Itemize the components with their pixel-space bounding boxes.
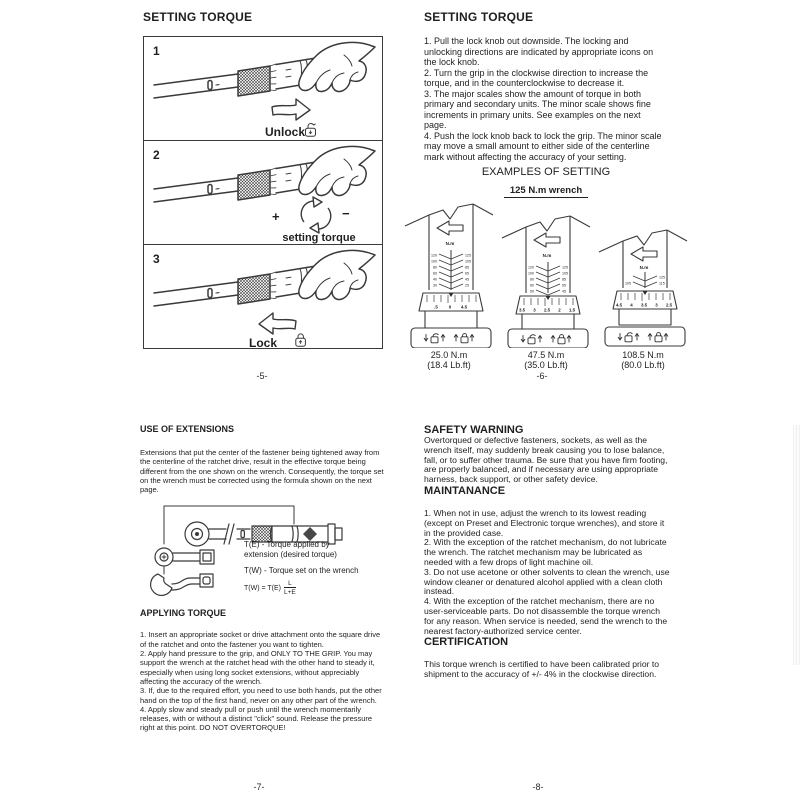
svg-text:1.5: 1.5 (568, 307, 576, 313)
svg-text:45: 45 (465, 277, 469, 282)
step-item: 1. Insert an appropriate socket or drive attachment onto the square drive of the ratchet and onto the fastener you want to tighten. (140, 630, 381, 649)
minus-sign: − (342, 206, 350, 221)
certification-text: This torque wrench is certified to have been calibrated prior to shipment to the accuracy of +/- 4% in the clockwise direction. (424, 659, 660, 680)
svg-text:.5: .5 (434, 304, 438, 310)
panel2-illustration (144, 141, 382, 244)
examples-subtitle: 125 N.m wrench (424, 180, 668, 198)
setting-torque-label: setting torque (282, 232, 356, 244)
plus-sign: + (272, 209, 280, 224)
unit-label: N.m (542, 253, 552, 258)
lock-unlock-icons (618, 333, 668, 342)
panel-step-3 (144, 245, 382, 348)
open-end-wrench-icon (151, 574, 172, 595)
svg-text:105: 105 (465, 259, 471, 264)
page-number-6: -6- (536, 371, 548, 381)
hand-on-wrench-illustration (154, 146, 375, 202)
svg-text:85: 85 (562, 277, 566, 282)
closed-padlock-icon (296, 334, 306, 346)
instruction-item: 2. Turn the grip in the clockwise direction to increase the torque, and in the counterclockwise to decrease it. (424, 67, 649, 88)
svg-text:25: 25 (465, 283, 469, 288)
svg-text:85: 85 (465, 265, 469, 270)
minor-scale-labels (519, 308, 576, 313)
step-item: 2. With the exception of the ratchet mechanism, do not lubricate the wrench. The ratchet mechanism may be lubricated as needed with a few drops of light machine oil. (424, 537, 667, 567)
example-setting-1 (403, 198, 495, 370)
hand-on-wrench-illustration (154, 250, 375, 306)
lock-unlock-icons (424, 334, 474, 343)
svg-text:80: 80 (530, 277, 534, 282)
svg-text:40: 40 (433, 277, 437, 282)
example-setting-3 (597, 224, 689, 370)
step-item: 1. When not in use, adjust the wrench to its lowest reading (except on Preset and Electronic torque wrenches), and store it in the provided case. (424, 507, 665, 538)
maintenance-steps (424, 509, 672, 636)
page5-heading: SETTING TORQUE (143, 10, 253, 24)
instruction-item: 3. The major scales show the amount of torque in both primary and secondary units. The minor scale shows fine increments in primary units. See examples on the next page. (424, 88, 651, 130)
scale-diagram-1 (403, 198, 495, 348)
applying-torque-steps (140, 630, 388, 732)
unlock-direction-arrow-icon (272, 99, 310, 120)
unit-label: N.m (639, 265, 649, 270)
example-setting-2 (500, 210, 592, 370)
maintenance-heading: MAINTANANCE (424, 484, 506, 497)
svg-text:4.5: 4.5 (460, 304, 468, 310)
svg-text:2.5: 2.5 (543, 307, 551, 313)
page-number-8: -8- (532, 782, 544, 792)
svg-text:3.5: 3.5 (640, 302, 648, 308)
lock-direction-arrow-icon (259, 313, 296, 334)
svg-text:60: 60 (530, 283, 534, 288)
examples-row (424, 198, 673, 370)
instruction-item: 4. Push the lock knob back to lock the grip. The minor scale may move a small amount to either side of the centerline mark without affecting the accuracy of your setting. (424, 130, 662, 162)
svg-text:2: 2 (558, 307, 561, 313)
svg-text:2.5: 2.5 (665, 302, 673, 308)
svg-text:125: 125 (465, 253, 471, 258)
svg-text:65: 65 (562, 283, 566, 288)
setting-instructions (424, 36, 664, 162)
panel-number: 3 (153, 252, 160, 266)
svg-text:125: 125 (659, 275, 665, 280)
minor-scale-labels (616, 303, 673, 308)
examples-title: EXAMPLES OF SETTING (481, 166, 611, 178)
correction-formula: T(W) = T(E) $\frac{L}{L+E}$ (244, 580, 296, 596)
svg-text:65: 65 (465, 271, 469, 276)
panel1-illustration (144, 37, 382, 140)
svg-text:0: 0 (448, 304, 452, 310)
svg-text:3: 3 (655, 302, 658, 308)
svg-text:100: 100 (431, 259, 437, 264)
grip-diamond-mark (303, 527, 317, 541)
svg-text:115: 115 (659, 281, 665, 286)
svg-text:4: 4 (630, 302, 633, 308)
example-caption: 25.0 N.m (18.4 Lb.ft) (427, 350, 471, 370)
scale-diagram-2 (500, 210, 592, 348)
page7-heading: USE OF EXTENSIONS (140, 424, 235, 434)
svg-text:60: 60 (433, 271, 437, 276)
certification-heading: CERTIFICATION (424, 636, 509, 649)
extension-diagram (140, 502, 390, 604)
svg-text:105: 105 (625, 281, 631, 286)
step-item: 4. Apply slow and steady pull or push until the wrench momentarily releases, with or without a distinct "click" sound. Release the pressure right at this point. DO NOT OVERTORQUE! (140, 704, 373, 733)
safety-warning-heading: SAFETY WARNING (424, 424, 524, 436)
svg-text:4.5: 4.5 (615, 302, 623, 308)
panel-step-1 (144, 37, 382, 141)
step-item: 2. Apply hand pressure to the grip, and ONLY TO THE GRIP. You may support the wrench at the ratchet head with the other hand to steady it, especially when using long socket extensions, without appreciably affecting the accuracy of the wrench. (140, 649, 375, 686)
minor-scale-labels (434, 305, 467, 310)
unlock-label: Unlock (265, 125, 306, 139)
step-item: 3. If, due to the required effort, you need to use both hands, put the other hand on the top of the first hand, never on any other part of the wrench. (140, 686, 382, 705)
safety-warning-text: Overtorqued or defective fasteners, sockets, as well as the wrench itself, may suddenly break causing you to lose balance, fall, or to suffer other trauma. Be sure that you have firm footing, are properly balanced, and if necessary are using appropriate harness, back support, or other safety device. (424, 435, 668, 485)
scan-edge-artifact (793, 425, 800, 665)
lock-label: Lock (249, 336, 278, 348)
lock-unlock-icons (521, 335, 571, 344)
extensions-intro: Extensions that put the center of the fastener being tightened away from the centerline of the ratchet drive, result in the effective torque being different from the one shown on the wrench. Consequently, the torque set on the wrench must be corrected using the formula shown on the next page. (140, 448, 384, 495)
example-caption: 47.5 N.m (35.0 Lb.ft) (524, 350, 568, 370)
page-8 (424, 424, 672, 680)
page-7 (140, 424, 390, 733)
rotation-arrows-icon (301, 197, 331, 233)
svg-text:3: 3 (533, 307, 536, 313)
svg-text:120: 120 (431, 253, 437, 258)
svg-text:30: 30 (433, 283, 437, 288)
page-number-7: -7- (253, 782, 265, 792)
svg-text:100: 100 (528, 271, 534, 276)
diagram-labels (244, 540, 409, 596)
panel3-illustration (144, 245, 382, 348)
applying-torque-heading: APPLYING TORQUE (140, 608, 227, 619)
unit-label: N.m (445, 241, 455, 246)
scale-diagram-3 (597, 224, 689, 348)
page6-heading: SETTING TORQUE (424, 10, 534, 24)
panel-number: 1 (153, 44, 160, 58)
example-caption: 108.5 N.m (80.0 Lb.ft) (621, 350, 665, 370)
open-padlock-icon (306, 123, 316, 136)
page-5 (143, 10, 383, 349)
hand-on-wrench-illustration (154, 42, 375, 98)
page-number-5: -5- (256, 371, 268, 381)
step-item: 4. With the exception of the ratchet mechanism, there are no user-serviceable parts. Do not disassemble the torque wrench for any reason. When service is needed, send the wrench to the nearest factory-authorized service center. (424, 596, 668, 636)
instruction-item: 1. Pull the lock knob out downside. The locking and unlocking directions are indicated by appropriate icons on the lock knob. (424, 36, 654, 67)
svg-text:105: 105 (562, 271, 568, 276)
svg-text:80: 80 (433, 265, 437, 270)
svg-text:45: 45 (562, 289, 566, 294)
torque-wrench-label: T(W) - Torque set on the wrench (244, 566, 359, 576)
torque-extension-label: T(E) - Torque applied by extension (desired torque) (244, 540, 337, 560)
panel-number: 2 (153, 148, 160, 162)
page-6 (424, 10, 673, 370)
svg-text:125: 125 (562, 265, 568, 270)
svg-text:3.5: 3.5 (518, 307, 526, 313)
svg-text:120: 120 (528, 265, 534, 270)
svg-text:50: 50 (530, 289, 534, 294)
step-item: 3. Do not use acetone or other solvents to clean the wrench, use window cleaner or denatured alcohol applied with a clean cloth instead. (424, 566, 670, 597)
panel-step-2 (144, 141, 382, 245)
setting-torque-panels (143, 36, 383, 349)
